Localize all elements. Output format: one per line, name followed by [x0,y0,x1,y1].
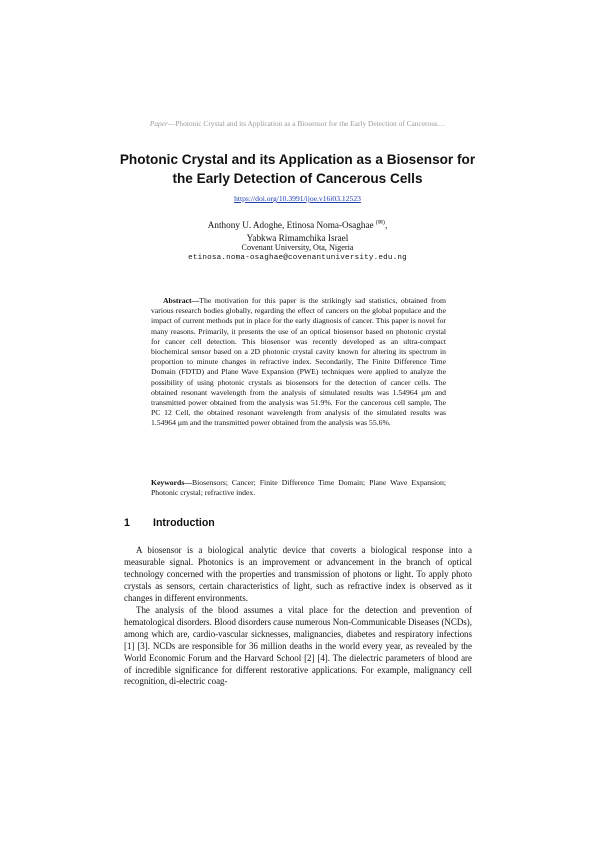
section-title: Introduction [153,517,215,529]
running-header [0,119,595,128]
body-paragraph-1: A biosensor is a biological analytic device that coverts a biological response into a measurable signal. Photonics is an improvement or advancement in the branch of optical technology concerned with the properties and transmission of photons or light. To apply photo crystals as sensors, certain characteristics of light, such as refractive index is observed as it changes in different environments. [124,545,472,603]
section-number: 1 [124,517,130,529]
running-header-title: —Photonic Crystal and its Application as a Biosensor for the Early Detection of Cancerous… [167,119,446,128]
doi-link[interactable]: https://doi.org/10.3991/ijoe.v16i03.12523 [234,194,361,203]
abstract-text: The motivation for this paper is the strikingly sad statistics, obtained from various research bodies globally, regarding the effect of cancers on the global populace and the impact of current methods put in place for the early diagnosis of cancer. This paper is novel for many reasons. Primarily, it presents the use of an optical biosensor based on photonic crystal for cancer cell detection. This biosensor was recently developed as an ultra-compact biochemical sensor based on a 2D photonic crystal cavity known for altering its spectrum in proportion to minute changes in refractive index. Secondarily, The Finite Difference Time Domain (FDTD) and Plane Wave Expansion (PWE) techniques were applied to analyze the possibility of using photonic crystals as biosensors for the detection of cancer cells. The obtained resonant wavelength from the analysis of simulated results was 1.54964 μm and transmitted power obtained from the analysis was 51.9%. For the cancerous cell sample, The PC 12 Cell, the obtained resonant wavelength from analysis of the simulated results was 1.54964 μm and the transmitted power obtained from the analysis was 55.6%. [151,296,446,428]
author-names-2: Yabkwa Rimamchika Israel [246,232,349,243]
section-heading [124,517,484,529]
author-list [0,217,595,244]
paper-title-line-1: Photonic Crystal and its Application as a Biosensor for [119,152,476,167]
author-line-1 [0,217,595,232]
running-header-label: Paper [149,119,168,128]
author-names-1: Anthony U. Adoghe, Etinosa Noma-Osaghae [207,220,374,231]
author-separator: , [384,220,388,231]
paper-title [95,150,500,188]
affiliation: Covenant University, Ota, Nigeria [241,243,354,252]
keywords-text: Biosensors; Cancer; Finite Difference Time Domain; Plane Wave Expansion; Photonic crystal; refractive index. [151,478,446,498]
body-paragraph-2: The analysis of the blood assumes a vital place for the detection and prevention of hematological disorders. Blood disorders cause numerous Non-Communicable Diseases (NCDs), among which are, cardio-vascular sicknesses, malignancies, diabetes and respiratory infections [1] [3]. NCDs are responsible for 36 million deaths in the world every year, as revealed by the World Economic Forum and the Harvard School [2] [4]. The dielectric parameters of blood are of incredible significance for different restorative applications. For example, malignancy cell recognition, di-electric coag- [124,605,472,687]
abstract-label: Abstract— [163,296,200,305]
abstract [151,296,446,429]
keywords-label: Keywords— [151,478,192,487]
keywords [151,478,446,498]
paper-title-line-2: the Early Detection of Cancerous Cells [172,171,423,186]
corresponding-author-mark: (✉) [375,220,385,226]
author-email[interactable]: etinosa.noma-osaghae@covenantuniversity.edu.ng [188,254,407,262]
affiliation-block [0,242,595,264]
